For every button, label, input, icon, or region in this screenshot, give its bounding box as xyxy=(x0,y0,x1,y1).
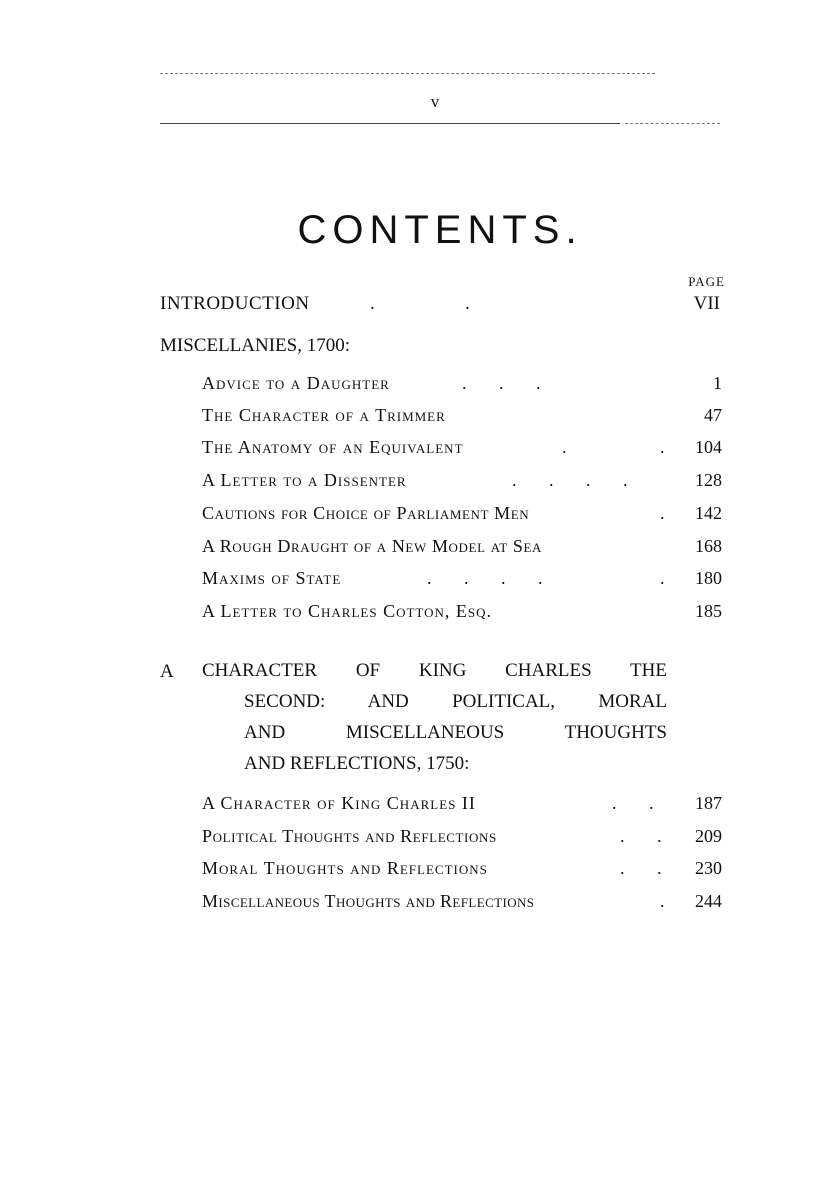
toc-entry-page: 142 xyxy=(695,503,722,523)
toc-entry-label: Miscellaneous Thoughts and Reflections xyxy=(202,891,535,911)
toc-entry[interactable]: A Letter to a Dissenter . . . . 128 xyxy=(202,470,722,490)
section-heading-miscellanies: MISCELLANIES, 1700: xyxy=(160,335,350,356)
toc-entry[interactable]: Cautions for Choice of Parliament Men . 142 xyxy=(202,503,722,523)
toc-entry-page: 244 xyxy=(695,891,722,911)
toc-entry-label: Advice to a Daughter xyxy=(202,373,390,393)
toc-entry[interactable]: Moral Thoughts and Reflections . . 230 xyxy=(202,858,722,878)
toc-entry-label: Cautions for Choice of Parliament Men xyxy=(202,503,530,523)
toc-entry-page: 180 xyxy=(695,568,722,588)
toc-entry[interactable]: A Character of King Charles II . . 187 xyxy=(202,793,722,813)
toc-entry-label: The Character of a Trimmer xyxy=(202,405,446,425)
toc-entry-introduction[interactable]: INTRODUCTION . . VII xyxy=(160,293,720,314)
toc-entry-page: 187 xyxy=(695,793,722,813)
toc-entry[interactable]: The Anatomy of an Equivalent . . 104 xyxy=(202,437,722,457)
toc-entry-label: A Character of King Charles II xyxy=(202,793,476,813)
page-title: CONTENTS. xyxy=(297,208,583,252)
toc-entry[interactable]: Miscellaneous Thoughts and Reflections . 244 xyxy=(202,891,722,911)
toc-entry[interactable]: Political Thoughts and Reflections . . 209 xyxy=(202,826,722,846)
toc-entry-page: 104 xyxy=(695,437,722,457)
section-heading-line: SECOND: AND POLITICAL, MORAL xyxy=(244,691,667,712)
toc-entry-label: INTRODUCTION xyxy=(160,293,310,314)
toc-entry-label: A Rough Draught of a New Model at Sea xyxy=(202,536,543,556)
section-heading-line: AND MISCELLANEOUS THOUGHTS xyxy=(244,722,667,743)
section-heading-letter: A xyxy=(160,661,174,682)
section-heading-character xyxy=(202,655,667,779)
toc-entry-page: 185 xyxy=(695,601,722,621)
toc-entry-label: Maxims of State xyxy=(202,568,342,588)
toc-entry[interactable] xyxy=(202,536,722,557)
header-rule-tail xyxy=(625,123,720,124)
toc-entry-page: 168 xyxy=(695,536,722,556)
toc-entry-label: Political Thoughts and Reflections xyxy=(202,826,497,846)
section-heading-line: AND REFLECTIONS, 1750: xyxy=(244,753,470,774)
page-folio: v xyxy=(430,92,440,111)
toc-entry-page: 128 xyxy=(695,470,722,490)
toc-entry[interactable]: Advice to a Daughter . . . 1 xyxy=(202,373,722,393)
toc-entry-label: The Anatomy of an Equivalent xyxy=(202,437,464,457)
header-rule xyxy=(160,123,620,124)
toc-entry-label: Moral Thoughts and Reflections xyxy=(202,858,488,878)
toc-entry-label: A Letter to a Dissenter xyxy=(202,470,407,490)
page-column-label: PAGE xyxy=(688,274,725,289)
toc-entry-page: 209 xyxy=(695,826,722,846)
toc-entry-page: 230 xyxy=(695,858,722,878)
section-heading-line: CHARACTER OF KING CHARLES THE xyxy=(202,660,667,681)
toc-entry[interactable] xyxy=(202,405,722,426)
toc-entry-page: 1 xyxy=(713,373,722,393)
toc-entry-page: VII xyxy=(693,293,720,314)
top-rule xyxy=(160,73,655,74)
toc-entry-page: 47 xyxy=(704,405,722,425)
toc-entry[interactable]: Maxims of State . . . . . 180 xyxy=(202,568,722,588)
toc-entry-label: A Letter to Charles Cotton, Esq. xyxy=(202,601,493,621)
toc-entry[interactable] xyxy=(202,601,722,622)
